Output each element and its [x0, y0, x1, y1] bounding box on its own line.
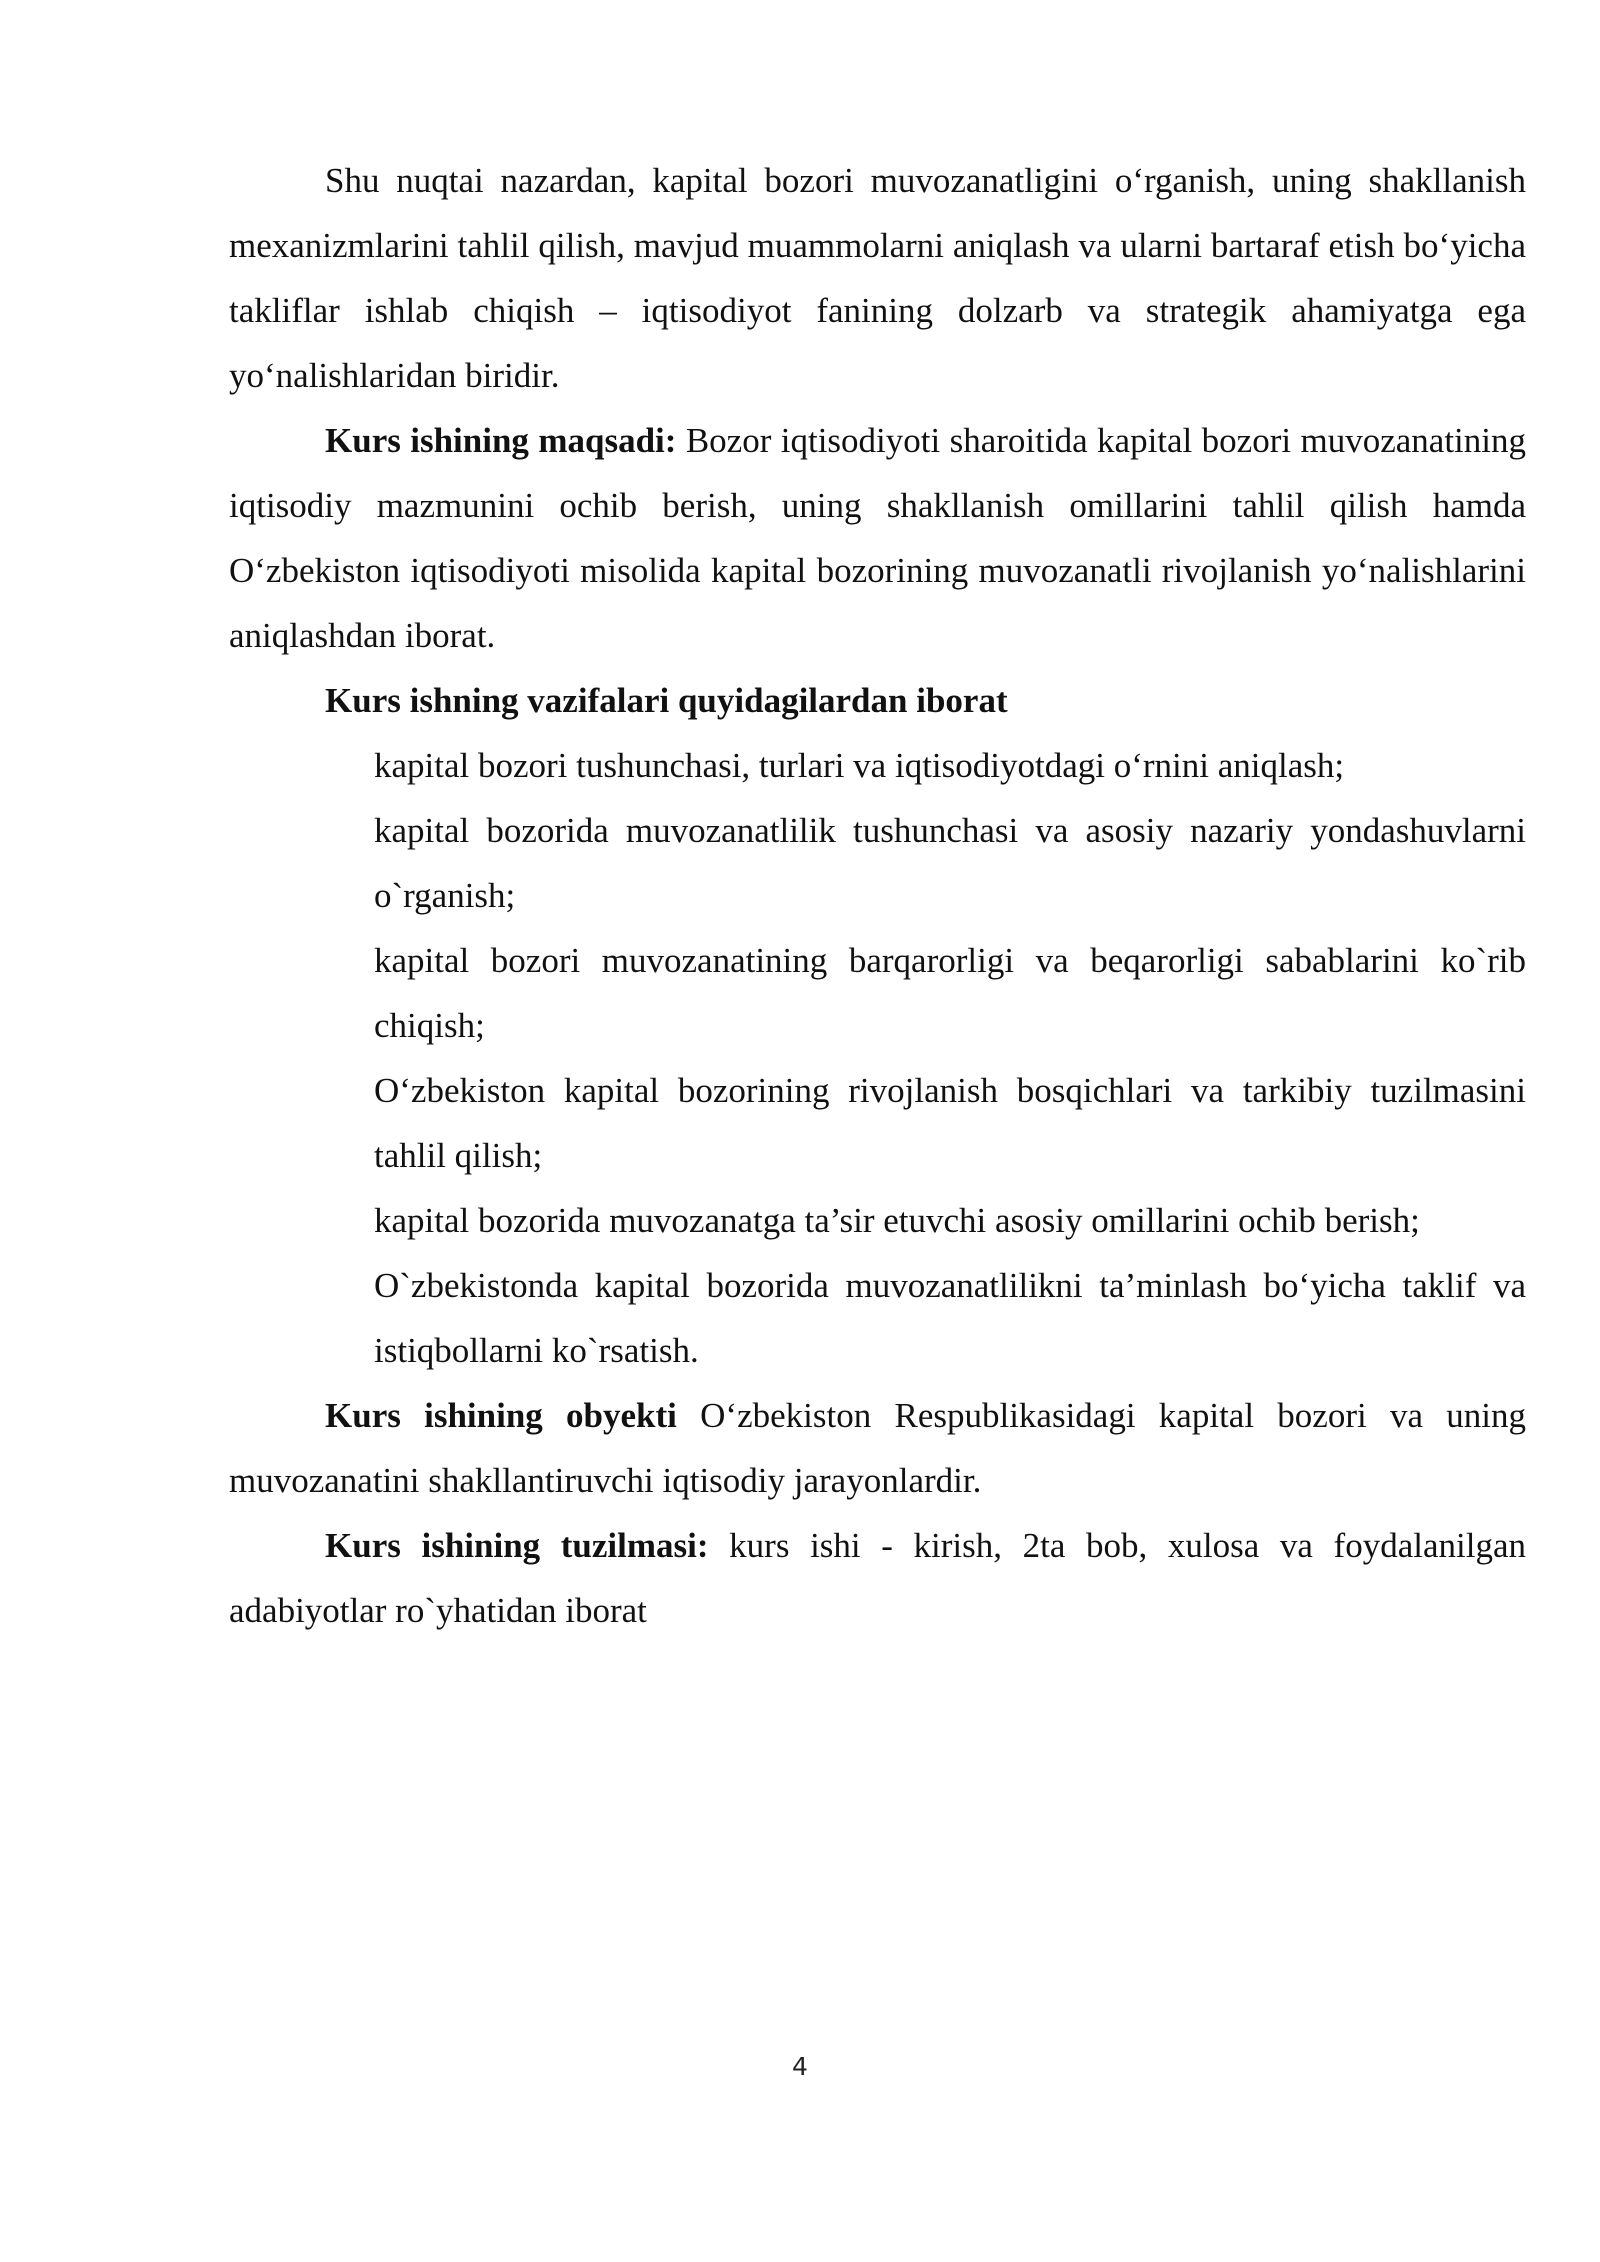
structure-paragraph [229, 1513, 1526, 1643]
task-item: kapital bozori muvozanatining barqarorligi va beqarorligi sabablarini ko`rib chiqish; [374, 941, 1526, 1045]
object-text: O‘zbekiston Respublikasidagi kapital bozori va uning muvozanatini shakllantiruvchi iqtisodiy jarayonlardir. [229, 1396, 1526, 1500]
task-item: kapital bozori tushunchasi, turlari va iqtisodiyotdagi o‘rnini aniqlash; [374, 746, 1345, 785]
goal-text: Bozor iqtisodiyoti sharoitida kapital bozori muvozanatining iqtisodiy mazmunini ochib berish, uning shakllanish omillarini tahlil qilish hamda O‘zbekiston iqtisodiyoti misolida kapital bozorining muvozanatli rivojlanish yo‘nalishlarini aniqlashdan iborat. [229, 421, 1526, 655]
tasks-list [229, 733, 1526, 1383]
task-item: O`zbekistonda kapital bozorida muvozanatlilikni ta’minlash bo‘yicha taklif va istiqbollarni ko`rsatish. [374, 1266, 1526, 1370]
structure-text: kurs ishi - kirish, 2ta bob, xulosa va foydalanilgan adabiyotlar ro`yhatidan iborat [229, 1526, 1526, 1630]
task-item: kapital bozorida muvozanatga ta’sir etuvchi asosiy omillarini ochib berish; [374, 1201, 1420, 1240]
tasks-heading: Kurs ishning vazifalari quyidagilardan iborat [325, 681, 1008, 720]
intro-paragraph: Shu nuqtai nazardan, kapital bozori muvozanatligini o‘rganish, uning shakllanish mexanizmlarini tahlil qilish, mavjud muammolarni aniqlash va ularni bartaraf etish bo‘yicha takliflar ishlab chiqish – iqtisodiyot fanining dolzarb va strategik ahamiyatga ega yo‘nalishlaridan biridir. [229, 161, 1526, 395]
task-item: O‘zbekiston kapital bozorining rivojlanish bosqichlari va tarkibiy tuzilmasini tahlil qilish; [374, 1071, 1526, 1175]
goal-paragraph [229, 408, 1526, 668]
structure-label: Kurs ishining tuzilmasi: [325, 1526, 709, 1565]
task-item: kapital bozorida muvozanatlilik tushunchasi va asosiy nazariy yondashuvlarni o`rganish; [374, 811, 1526, 915]
object-paragraph [229, 1383, 1526, 1513]
object-label: Kurs ishining obyekti [325, 1396, 677, 1435]
goal-label: Kurs ishining maqsadi: [325, 421, 677, 460]
document-body [229, 148, 1526, 1643]
page-number: 4 [792, 2052, 808, 2081]
